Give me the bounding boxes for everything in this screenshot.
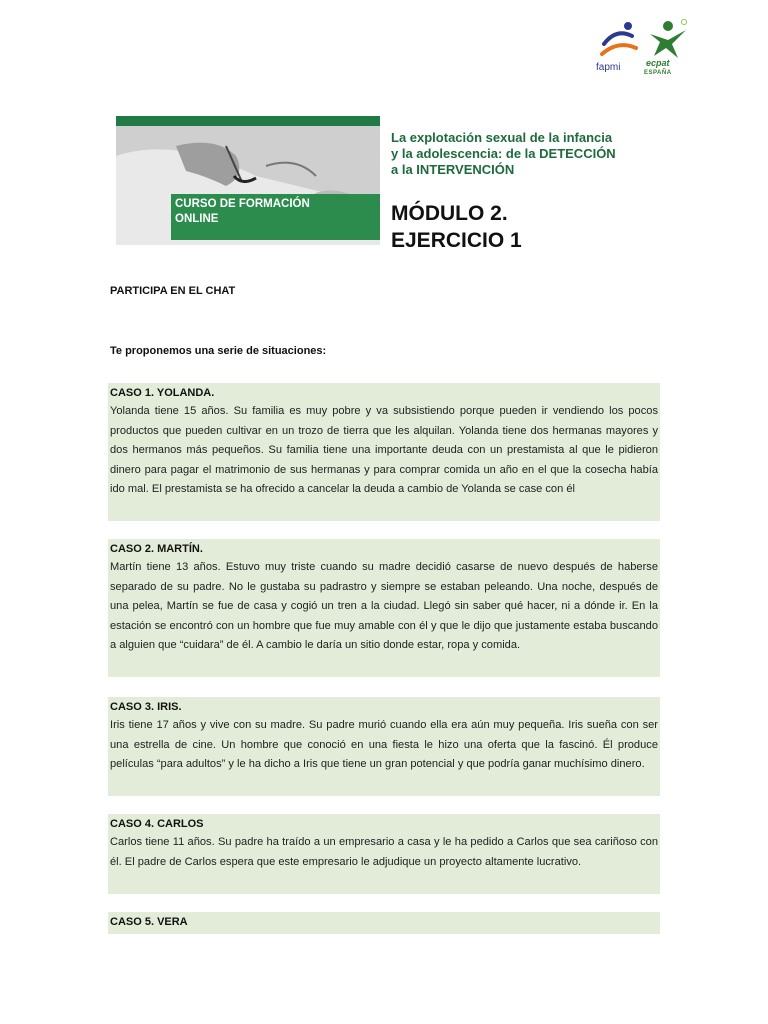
subtitle-line2: y la adolescencia: de la DETECCIÓN: [391, 146, 616, 161]
case-block-1: [108, 383, 660, 521]
case-block-2: [108, 539, 660, 677]
ecpat-country-text: ESPAÑA: [644, 70, 672, 76]
case-title: CASO 5. VERA: [110, 916, 188, 928]
ecpat-logo-icon: [646, 18, 690, 60]
banner-course-label: [171, 194, 380, 240]
chat-label: PARTICIPA EN EL CHAT: [110, 285, 236, 297]
case-title: CASO 3. IRIS.: [110, 701, 182, 713]
case-text: Yolanda tiene 15 años. Su familia es muy pobre y va subsistiendo porque pueden ir vendiendo los pocos productos que pueden cultivar en un trozo de tierra que les alquilan. Yolanda tiene dos hermanas mayores y dos hermanos más pequeños. Su familia tiene una importante deuda con un prestamista al que le pidieron dinero para pagar el matrimonio de sus hermanas y para comprar comida un año en el que la cosecha había ido mal. El prestamista se ha ofrecido a cancelar la deuda a cambio de Yolanda se case con él: [110, 405, 658, 496]
fapmi-logo-text: fapmi: [596, 62, 621, 73]
fapmi-logo-icon: [598, 18, 642, 62]
module-line2: EJERCICIO 1: [391, 229, 522, 252]
banner-label-line1: CURSO DE FORMACIÓN: [175, 198, 310, 210]
module-line1: MÓDULO 2.: [391, 202, 508, 225]
banner-label-line2: ONLINE: [175, 213, 219, 225]
case-text: Martín tiene 13 años. Estuvo muy triste cuando su madre decidió casarse de nuevo después de haberse separado de su padre. No le gustaba su padrastro y siempre se estaban peleando. Una noche, después de una pelea, Martín se fue de casa y cogió un tren a la ciudad. Llegó sin saber qué hacer, ni a dónde ir. En la estación se encontró con un hombre que fue muy amable con él y que le dijo que justamente estaba buscando a alguien que “cuidara” de él. A cambio le daría un sitio donde estar, ropa y comida.: [110, 561, 658, 652]
subtitle-line1: La explotación sexual de la infancia: [391, 130, 613, 145]
case-block-5: [108, 912, 660, 934]
document-title-block: [391, 130, 651, 254]
case-title: CASO 4. CARLOS: [110, 818, 204, 830]
module-heading: [391, 200, 651, 254]
case-title: CASO 1. YOLANDA.: [110, 387, 215, 399]
case-block-3: [108, 697, 660, 796]
case-block-4: [108, 814, 660, 894]
header-logos: [596, 18, 692, 80]
case-title: CASO 2. MARTÍN.: [110, 543, 203, 555]
subtitle-line3: a la INTERVENCIÓN: [391, 162, 515, 177]
intro-text: Te proponemos una serie de situaciones:: [110, 345, 327, 357]
case-text: Iris tiene 17 años y vive con su madre. Su padre murió cuando ella era aún muy pequeña. Iris sueña con ser una estrella de cine. Un hombre que conoció en una fiesta le hizo una oferta que la fascinó. Él produce películas “para adultos” y le ha dicho a Iris que tiene un gran potencial y que podría ganar muchísimo dinero.: [110, 719, 658, 771]
course-subtitle: [391, 130, 651, 178]
case-text: Carlos tiene 11 años. Su padre ha traído a un empresario a casa y le ha pedido a Carlos que sea cariñoso con él. El padre de Carlos espera que este empresario le adjudique un proyecto altamente lucrativo.: [110, 836, 658, 868]
ecpat-logo-text: ecpat: [646, 58, 670, 68]
course-banner-image: [116, 116, 380, 245]
